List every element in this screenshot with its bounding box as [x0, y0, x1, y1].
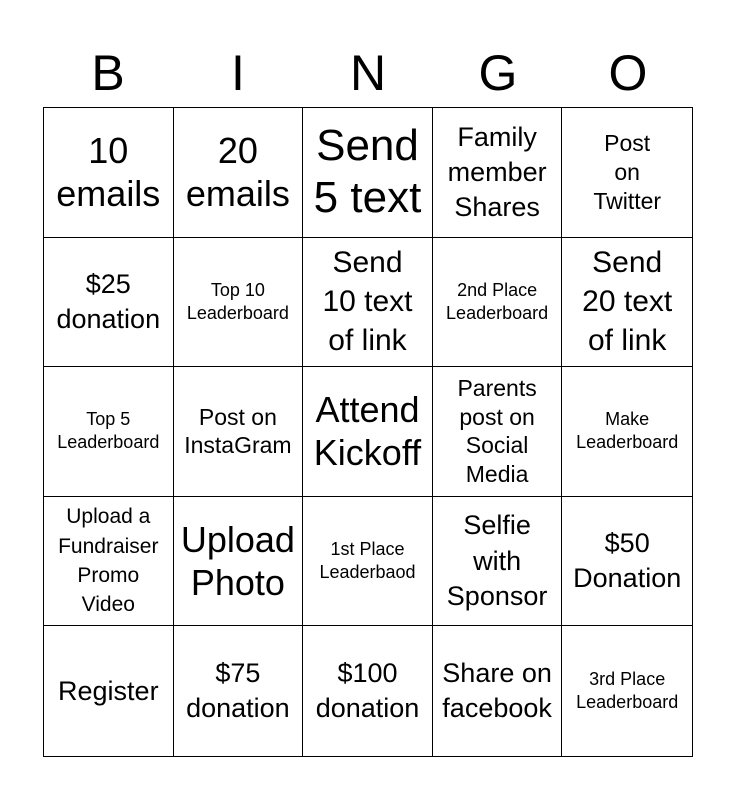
bingo-cell-text: Selfie with Sponsor [446, 510, 548, 611]
bingo-cell-text: Send 5 text [313, 120, 422, 223]
header-letter-b: B [91, 45, 125, 101]
bingo-cell-text: Post on Twitter [593, 130, 662, 214]
bingo-cell-text: 20 emails [185, 130, 290, 215]
bingo-board [43, 107, 693, 757]
bingo-cell-text: Upload Photo [180, 518, 295, 604]
bingo-cell-text: Share on facebook [442, 658, 552, 724]
bingo-cell[interactable] [433, 367, 563, 497]
bingo-cell[interactable] [562, 497, 692, 627]
bingo-header [43, 42, 693, 104]
bingo-cell-text: 1st Place Leaderbaod [319, 538, 416, 583]
bingo-cell-text: Register [58, 675, 159, 706]
bingo-cell[interactable] [562, 367, 692, 497]
bingo-cell[interactable] [303, 626, 433, 756]
bingo-cell-text: Parents post on Social Media [457, 374, 537, 488]
bingo-cell-text: 3rd Place Leaderboard [576, 668, 679, 713]
header-letter-n: N [349, 45, 387, 101]
bingo-cell[interactable] [174, 367, 304, 497]
bingo-cell-text: Post on InstaGram [184, 403, 292, 459]
bingo-cell[interactable] [562, 626, 692, 756]
bingo-cell[interactable] [303, 108, 433, 238]
bingo-cell[interactable] [303, 367, 433, 497]
bingo-cell-text: $75 donation [186, 658, 290, 724]
bingo-cell-text: Send 10 text of link [322, 246, 413, 358]
header-letter-o: O [608, 45, 648, 101]
bingo-cell[interactable] [174, 497, 304, 627]
bingo-cell[interactable] [174, 238, 304, 368]
bingo-cell[interactable] [303, 497, 433, 627]
bingo-cell[interactable] [433, 497, 563, 627]
bingo-cell-text: Attend Kickoff [313, 389, 422, 474]
bingo-cell[interactable] [303, 238, 433, 368]
bingo-cell[interactable] [174, 108, 304, 238]
bingo-cell-text: Upload a Fundraiser Promo Video [58, 505, 159, 617]
bingo-cell[interactable] [44, 626, 174, 756]
bingo-cell-text: $50 Donation [573, 528, 682, 594]
bingo-cell[interactable] [174, 626, 304, 756]
bingo-cell[interactable] [44, 497, 174, 627]
bingo-cell[interactable] [44, 367, 174, 497]
bingo-cell[interactable] [44, 238, 174, 368]
bingo-cell-text: $100 donation [315, 658, 420, 724]
header-letter-i: I [231, 45, 245, 101]
bingo-cell[interactable] [562, 238, 692, 368]
bingo-cell-text: Top 5 Leaderboard [57, 409, 160, 453]
bingo-cell[interactable] [433, 108, 563, 238]
bingo-cell[interactable] [562, 108, 692, 238]
bingo-cell[interactable] [44, 108, 174, 238]
bingo-cell-text: Top 10 Leaderboard [186, 279, 289, 323]
bingo-cell-text: Make Leaderboard [576, 409, 679, 453]
bingo-cell-text: 2nd Place Leaderboard [446, 279, 549, 323]
bingo-cell-text: $25 donation [56, 268, 161, 334]
bingo-cell-text: Send 20 text of link [582, 246, 673, 358]
bingo-cell[interactable] [433, 626, 563, 756]
header-letter-g: G [478, 45, 518, 101]
bingo-cell-text: 10 emails [56, 130, 161, 215]
bingo-cell-text: Family member Shares [447, 121, 547, 222]
bingo-cell[interactable] [433, 238, 563, 368]
